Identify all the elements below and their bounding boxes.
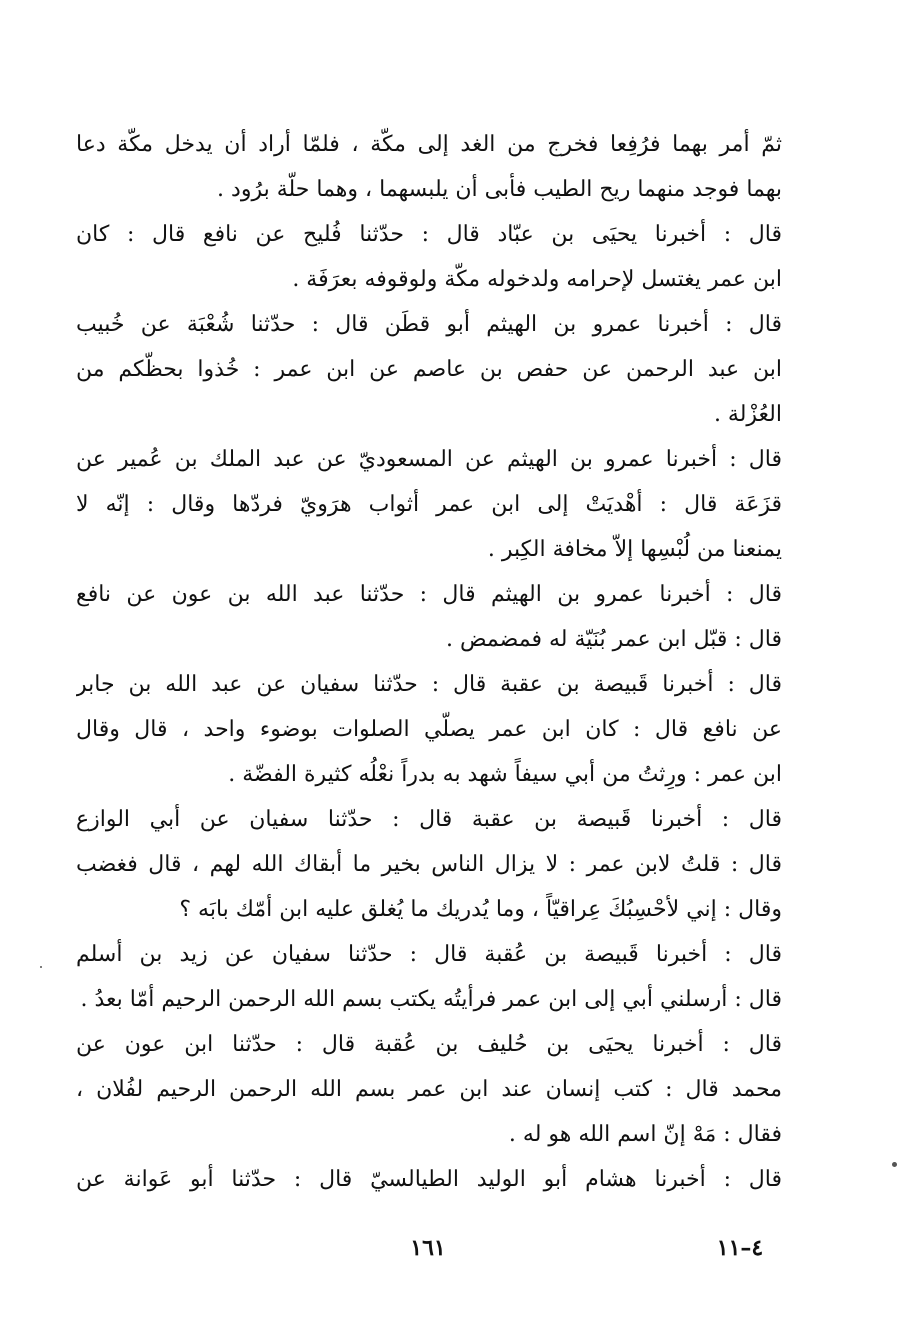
text-line: قال : أخبرنا قَبيصة بن عُقبة قال : حدّثنا سفيان عن زيد بن أسلم [76, 942, 782, 967]
text-line: قال : أخبرنا عمرو بن الهيثم عن المسعوديّ عن عبد الملك بن عُمير عن [76, 447, 782, 472]
text-line: عن نافع قال : كان ابن عمر يصلّي الصلوات بوضوء واحد ، قال وقال [76, 717, 782, 742]
signature-mark: ٤–١١ [716, 1235, 764, 1261]
scan-speck [892, 1162, 897, 1167]
body-text [76, 122, 782, 1202]
page-footer [0, 1228, 899, 1268]
text-line: العُزْلة . [713, 402, 782, 427]
text-line: قال : أخبرنا قَبيصة بن عقبة قال : حدّثنا سفيان عن أبي الوازع [76, 807, 782, 832]
page-number: ١٦١ [410, 1235, 446, 1261]
text-line: قال : قبّل ابن عمر بُنَيّة له فمضمض . [445, 627, 782, 652]
text-line: فقال : مَهْ إنّ اسم الله هو له . [508, 1122, 782, 1147]
text-line: قال : أخبرنا عمرو بن الهيثم أبو قطَن قال : حدّثنا شُعْبَة عن خُبيب [76, 312, 782, 337]
text-line: قال : أرسلني أبي إلى ابن عمر فرأيتُه يكتب بسم الله الرحمن الرحيم أمّا بعدُ . [80, 987, 782, 1012]
text-line: بهما فوجد منهما ريح الطيب فأبى أن يلبسهما ، وهما حلّة برُود . [217, 177, 782, 202]
text-line: قال : أخبرنا هشام أبو الوليد الطيالسيّ قال : حدّثنا أبو عَوانة عن [76, 1167, 782, 1192]
scan-speck [40, 966, 42, 968]
text-line: قزَعَة قال : أهْديَتْ إلى ابن عمر أثواب هرَويّ فردّها وقال : إنّه لا [76, 492, 782, 517]
text-line: قال : أخبرنا يحيَى بن عبّاد قال : حدّثنا فُليح عن نافع قال : كان [76, 222, 782, 247]
text-line: قال : أخبرنا عمرو بن الهيثم قال : حدّثنا عبد الله بن عون عن نافع [76, 582, 782, 607]
text-line: ثمّ أمر بهما فرُفِعا فخرج من الغد إلى مكّة ، فلمّا أراد أن يدخل مكّة دعا [76, 132, 782, 157]
text-line: ابن عمر يغتسل لإحرامه ولدخوله مكّة ولوقوفه بعرَفَة . [292, 267, 782, 292]
text-line: قال : أخبرنا يحيَى بن حُليف بن عُقبة قال : حدّثنا ابن عون عن [76, 1032, 782, 1057]
text-line: وقال : إني لأحْسِبُكَ عِراقيّاً ، وما يُدريك ما يُغلق عليه ابن أمّك بابَه ؟ [179, 897, 782, 922]
text-line: قال : قلتُ لابن عمر : لا يزال الناس بخير ما أبقاك الله لهم ، قال فغضب [76, 852, 782, 877]
text-line: يمنعنا من لُبْسِها إلاّ مخافة الكِبر . [487, 537, 782, 562]
text-line: ابن عمر : ورِثتُ من أبي سيفاً شهد به بدراً نعْلُه كثيرة الفضّة . [228, 762, 782, 787]
text-line: محمد قال : كتب إنسان عند ابن عمر بسم الله الرحمن الرحيم لفُلان ، [76, 1077, 782, 1102]
text-line: قال : أخبرنا قَبيصة بن عقبة قال : حدّثنا سفيان عن عبد الله بن جابر [76, 672, 782, 697]
text-line: ابن عبد الرحمن عن حفص بن عاصم عن ابن عمر : خُذوا بحظّكم من [76, 357, 782, 382]
